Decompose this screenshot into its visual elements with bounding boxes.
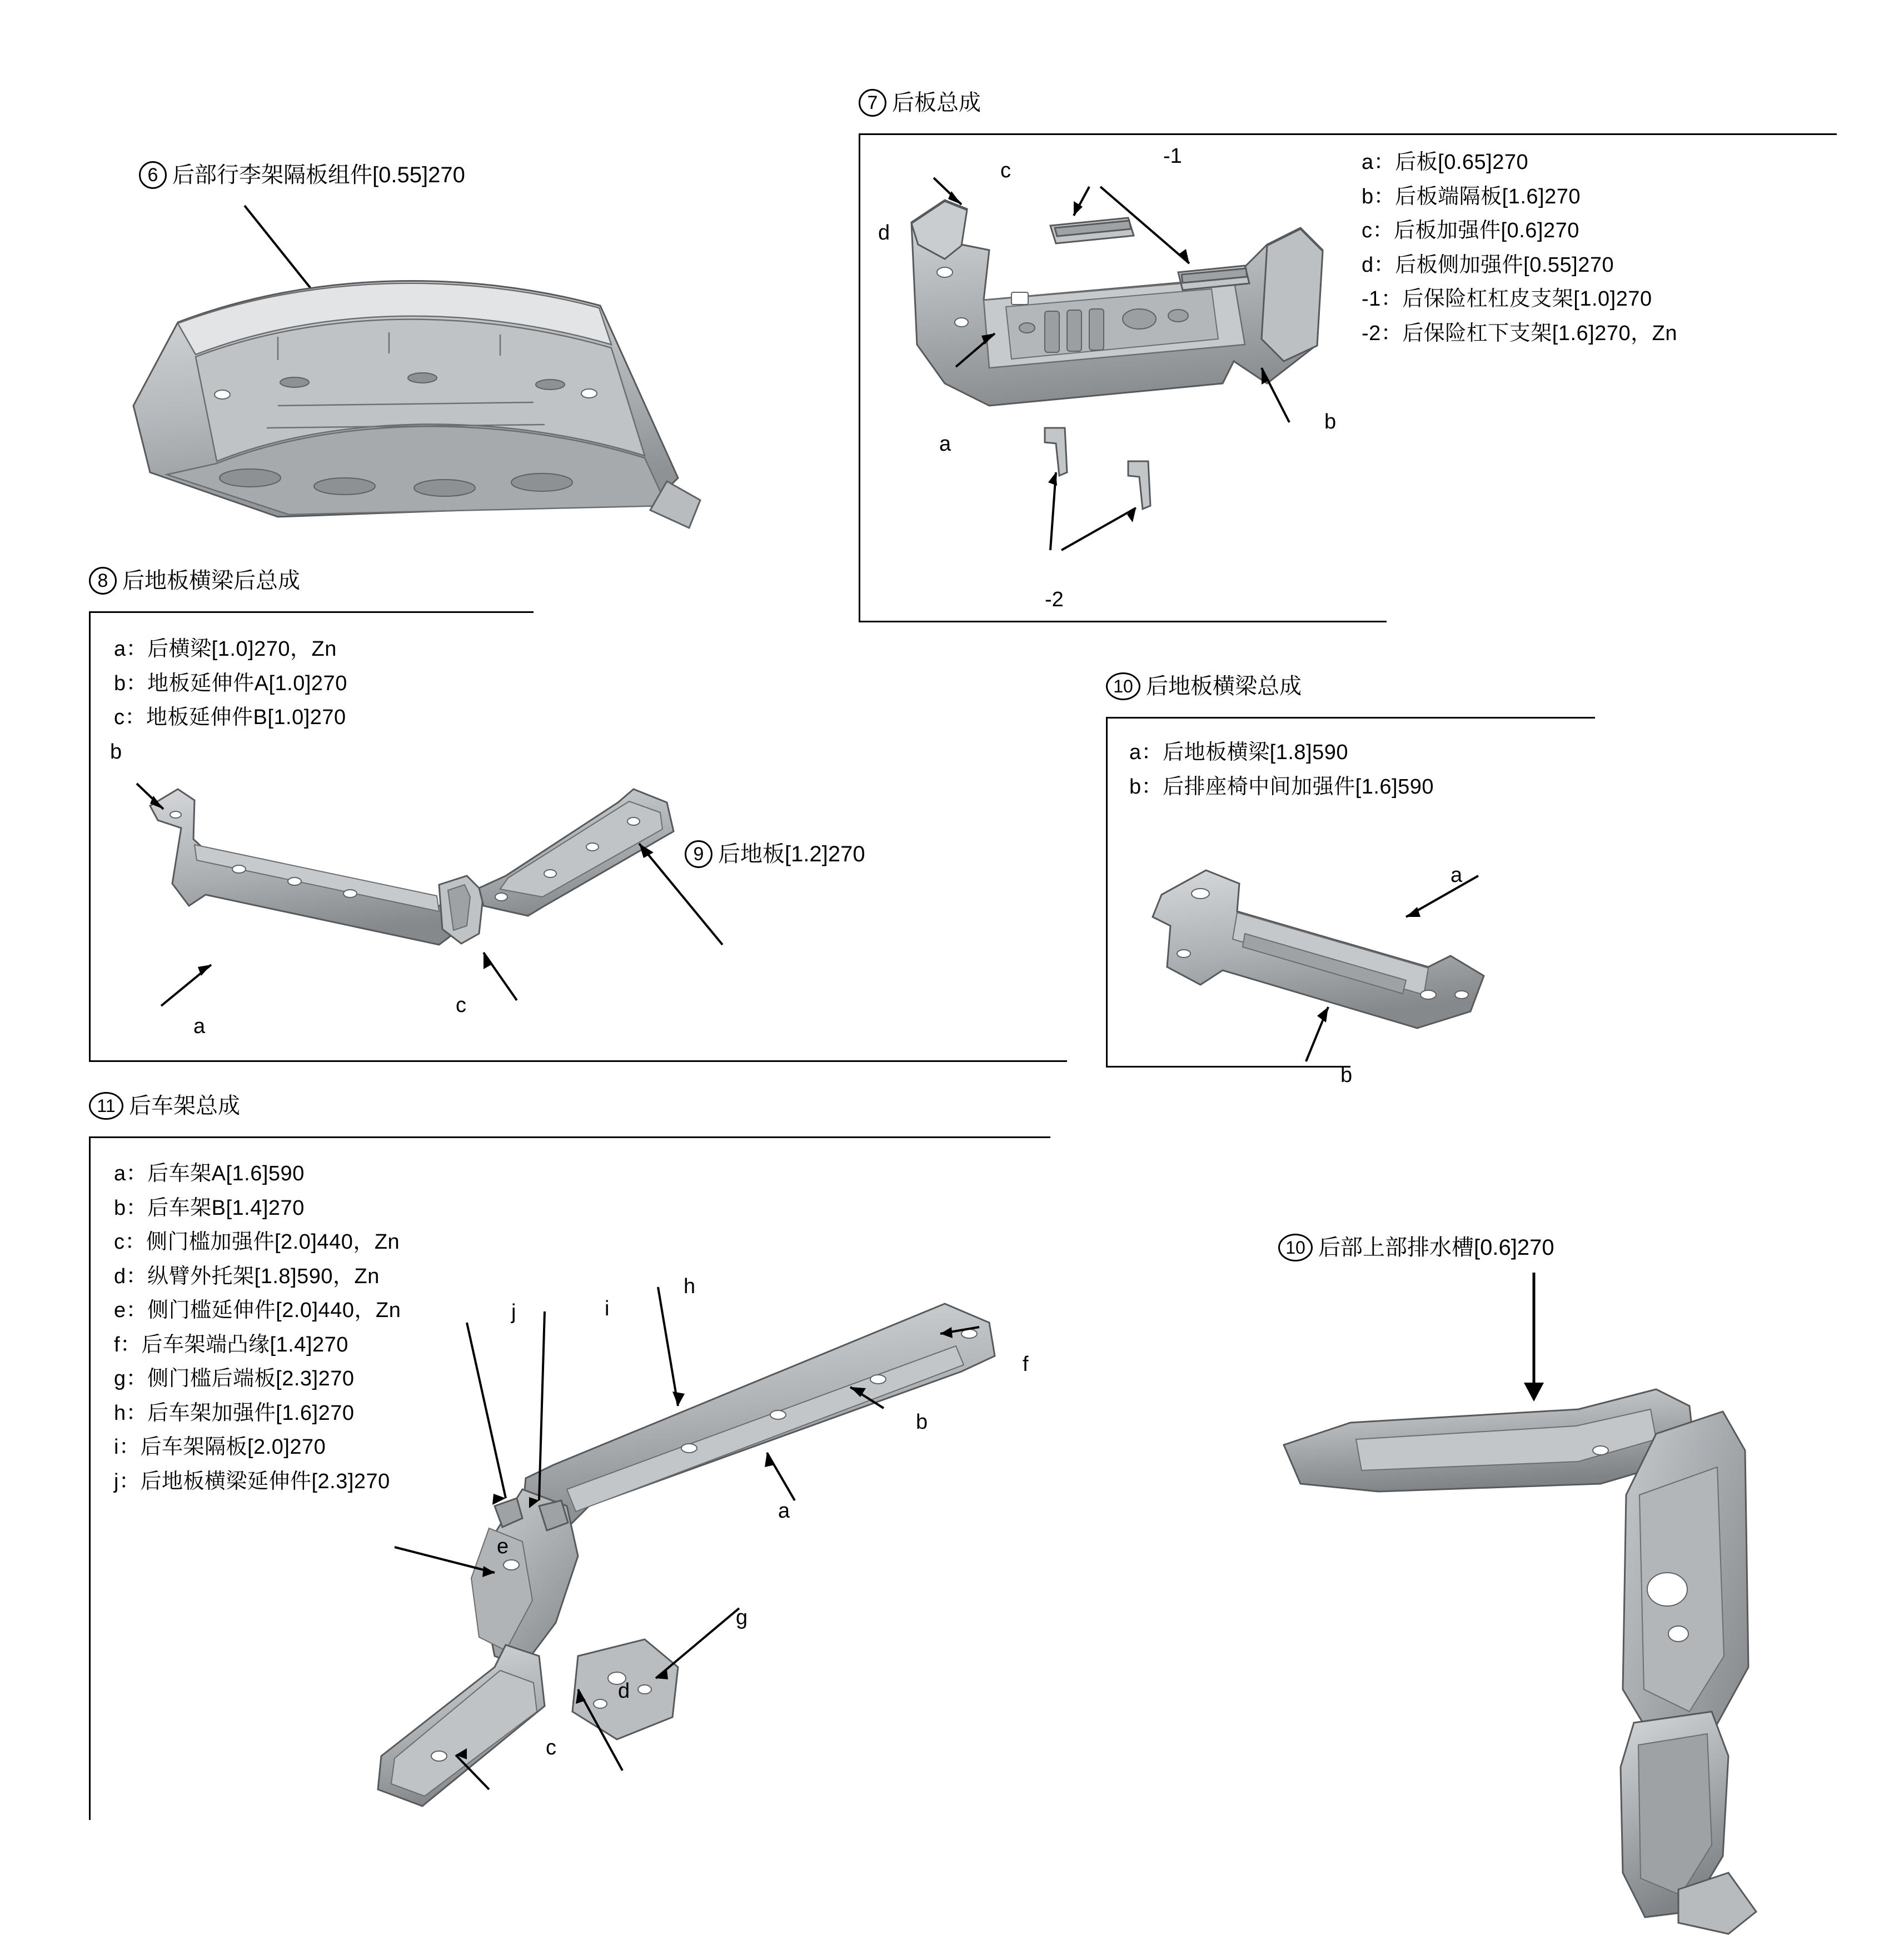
section-11-title (89, 1092, 240, 1120)
callout-g: g (736, 1606, 748, 1629)
callout-c: c (456, 994, 466, 1017)
section-7-rule-bottom (859, 621, 1387, 622)
section-10b-title (1278, 1234, 1554, 1261)
section-9-title (685, 840, 865, 868)
callout-c: c (546, 1736, 556, 1759)
part-11-artwork (356, 1267, 1078, 1823)
legend-item: -1：后保险杠杠皮支架[1.0]270 (1362, 287, 1652, 311)
section-9 (685, 840, 865, 868)
section-11-rule-left (89, 1136, 91, 1820)
section-10a-title-text: 后地板横梁总成 (1146, 674, 1302, 699)
part-9-artwork (467, 778, 745, 961)
legend-item: b：后板端隔板[1.6]270 (1362, 184, 1581, 208)
section-10a (1106, 672, 1302, 700)
section-7-rule-top (859, 133, 1837, 135)
legend-item: f：后车架端凸缘[1.4]270 (114, 1333, 348, 1356)
callout-f: f (1023, 1353, 1029, 1376)
section-8-title-text: 后地板横梁后总成 (122, 568, 300, 593)
section-7 (859, 89, 981, 117)
callout-d: d (878, 221, 890, 245)
part-7-artwork (878, 161, 1367, 617)
section-7-rule-left (859, 133, 860, 622)
legend-item: c：后板加强件[0.6]270 (1362, 219, 1579, 243)
section-number-badge: 10 (1106, 672, 1140, 700)
section-8-rule-left (89, 611, 91, 1061)
legend-item: j：后地板横梁延伸件[2.3]270 (114, 1469, 390, 1493)
callout-e: e (497, 1535, 509, 1558)
section-number-badge: 10 (1278, 1234, 1313, 1261)
section-8-rule-bottom (89, 1060, 1067, 1062)
callout-b: b (1340, 1064, 1353, 1087)
legend-item: -2：后保险杠下支架[1.6]270，Zn (1362, 321, 1677, 345)
section-6 (139, 161, 465, 189)
legend-item: c：侧门槛加强件[2.0]440，Zn (114, 1230, 400, 1254)
section-number-badge: 7 (859, 89, 886, 117)
legend-item: a：后地板横梁[1.8]590 (1129, 741, 1348, 764)
callout-b: b (916, 1410, 928, 1434)
legend-item: i：后车架隔板[2.0]270 (114, 1435, 326, 1459)
callout-a: a (939, 432, 951, 456)
section-8-legend (114, 632, 347, 735)
part-6-artwork (111, 239, 722, 550)
section-10a-rule-top (1106, 717, 1595, 719)
callout-a: a (193, 1015, 206, 1038)
section-11-rule-top (89, 1136, 1050, 1138)
section-10b (1278, 1234, 1554, 1261)
section-number-badge: 9 (685, 840, 712, 868)
legend-item: h：后车架加强件[1.6]270 (114, 1401, 355, 1425)
section-10b-title-text: 后部上部排水槽[0.6]270 (1318, 1235, 1554, 1260)
legend-item: d：纵臂外托架[1.8]590，Zn (114, 1264, 380, 1288)
part-10a-artwork (1139, 828, 1517, 1061)
callout-b: b (1324, 410, 1337, 433)
legend-item: b：后车架B[1.4]270 (114, 1196, 305, 1220)
part-8-artwork (128, 767, 517, 1023)
section-11-title-text: 后车架总成 (129, 1094, 240, 1118)
part-10b-artwork (1267, 1356, 1845, 1939)
legend-item: a：后横梁[1.0]270，Zn (114, 637, 337, 661)
section-10a-legend (1129, 736, 1434, 804)
legend-item: a：后板[0.65]270 (1362, 151, 1529, 174)
legend-item: d：后板侧加强件[0.55]270 (1362, 253, 1614, 277)
section-7-title-text: 后板总成 (892, 91, 981, 115)
callout-i: i (605, 1297, 610, 1320)
callout-a: a (1451, 864, 1463, 887)
callout-h: h (684, 1275, 696, 1298)
legend-item: e：侧门槛延伸件[2.0]440，Zn (114, 1299, 401, 1323)
section-number-badge: 6 (139, 161, 167, 189)
callout-a: a (778, 1499, 790, 1523)
section-10a-rule-left (1106, 717, 1108, 1067)
section-8-title (89, 567, 300, 595)
callout-minus1: -1 (1163, 144, 1182, 168)
section-6-title (139, 161, 465, 189)
section-7-title (859, 89, 981, 117)
legend-item: b：地板延伸件A[1.0]270 (114, 671, 347, 695)
section-number-badge: 8 (89, 567, 117, 595)
section-8 (89, 567, 300, 595)
legend-item: b：后排座椅中间加强件[1.6]590 (1129, 775, 1434, 799)
section-6-title-text: 后部行李架隔板组件[0.55]270 (172, 163, 465, 187)
section-11 (89, 1092, 240, 1120)
section-9-title-text: 后地板[1.2]270 (718, 842, 865, 866)
legend-item: a：后车架A[1.6]590 (114, 1162, 305, 1185)
section-7-legend (1362, 146, 1677, 351)
section-number-badge: 11 (89, 1092, 123, 1120)
section-10a-rule-bottom (1106, 1066, 1350, 1068)
section-8-rule-top (89, 611, 534, 613)
callout-b: b (110, 740, 122, 764)
callout-minus2: -2 (1045, 588, 1064, 611)
section-10a-title (1106, 672, 1302, 700)
callout-j: j (511, 1300, 516, 1324)
callout-c: c (1000, 159, 1011, 182)
legend-item: g：侧门槛后端板[2.3]270 (114, 1367, 355, 1391)
legend-item: c：地板延伸件B[1.0]270 (114, 706, 346, 730)
callout-d: d (618, 1679, 630, 1703)
